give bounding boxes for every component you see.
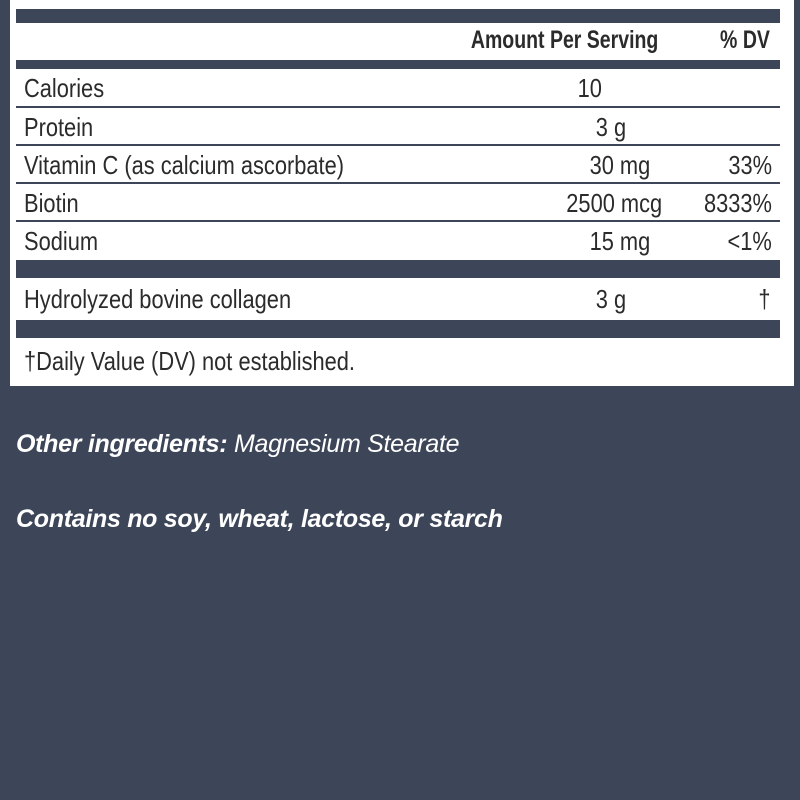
other-ingredients-value: Magnesium Stearate [233, 430, 460, 458]
nutrient-name-vitamin-c: Vitamin C (as calcium ascorbate) [24, 150, 345, 180]
nutrient-name-biotin: Biotin [24, 188, 79, 218]
nutrient-amount-protein: 3 g [595, 112, 626, 142]
row-divider [16, 220, 780, 222]
contains-note-text: Contains no soy, wheat, lactose, or starch [16, 505, 503, 533]
nutrient-dv-vitamin-c: 33% [728, 150, 772, 180]
nutrient-dv-biotin: 8333% [703, 188, 772, 218]
other-ingredients-line [16, 430, 459, 459]
bottom-divider-bar [16, 320, 780, 338]
nutrient-dv-collagen: † [757, 284, 770, 314]
row-divider [16, 144, 780, 146]
nutrient-name-sodium: Sodium [24, 226, 99, 256]
nutrient-name-protein: Protein [24, 112, 94, 142]
row-divider [16, 182, 780, 184]
dv-header: % DV [720, 26, 770, 54]
nutrient-amount-collagen: 3 g [595, 284, 626, 314]
other-ingredients-label: Other ingredients: [16, 430, 228, 458]
nutrient-dv-sodium: <1% [727, 226, 772, 256]
amount-per-serving-header: Amount Per Serving [470, 26, 658, 54]
footnote: †Daily Value (DV) not established. [24, 346, 356, 376]
nutrient-amount-vitamin-c: 30 mg [589, 150, 650, 180]
contains-note [16, 505, 503, 534]
nutrient-name-collagen: Hydrolyzed bovine collagen [24, 284, 292, 314]
nutrient-amount-biotin: 2500 mcg [566, 188, 662, 218]
top-divider-bar [16, 9, 780, 23]
header-divider-bar [16, 60, 780, 69]
nutrient-amount-sodium: 15 mg [589, 226, 650, 256]
row-divider [16, 106, 780, 108]
nutrient-amount-calories: 10 [577, 73, 602, 103]
section-divider-bar [16, 260, 780, 278]
nutrient-name-calories: Calories [24, 73, 105, 103]
